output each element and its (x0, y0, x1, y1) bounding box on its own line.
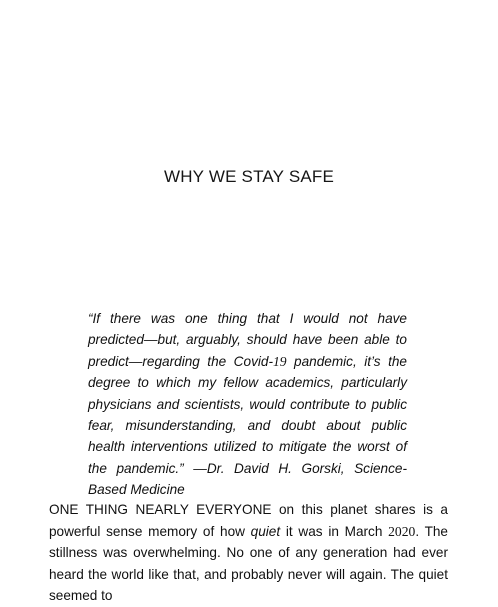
body-text-start: ONE THING NEARLY EVERYONE on this planet shares is a powerful sense memory of how (49, 502, 448, 539)
epigraph-text-start: “If there was one thing that I would not have predicted—but, arguably, should have been able to predict—regarding the Covid- (88, 311, 407, 369)
body-text-end: . The stillness was overwhelming. No one of any generation had ever heard the world like that, and probably never will again. The quiet seemed to (49, 523, 448, 603)
body-paragraph (49, 499, 448, 607)
epigraph-number: 19 (272, 353, 287, 369)
epigraph-text-end: pandemic, it’s the degree to which my fellow academics, particularly physicians and scientists, would contribute to public fear, misunderstanding, and doubt about public health interventions utilized to mitigate the worst of the pandemic.” —Dr. David H. Gorski, Science-Based Medicine (88, 353, 407, 498)
body-text-middle: it was in March (280, 523, 389, 539)
body-year: 2020 (388, 523, 416, 539)
body-emphasis: quiet (250, 523, 281, 539)
epigraph-quote (88, 308, 407, 501)
chapter-title: WHY WE STAY SAFE (163, 167, 335, 186)
